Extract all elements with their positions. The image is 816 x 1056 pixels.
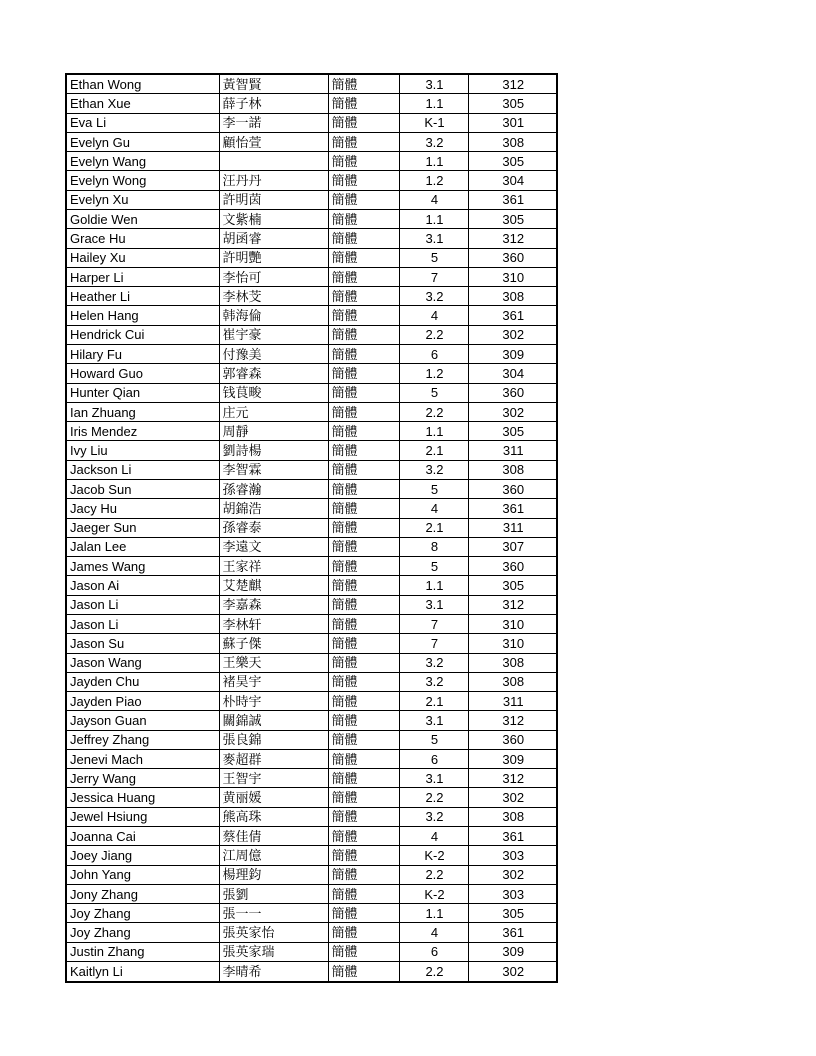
chinese-name-cell: 韩海倫 <box>219 306 328 325</box>
chinese-name-cell: 薛子林 <box>219 94 328 113</box>
english-name-cell: Kaitlyn Li <box>66 962 219 982</box>
script-type-cell: 簡體 <box>328 210 399 229</box>
table-row <box>66 962 557 982</box>
script-type-cell: 簡體 <box>328 113 399 132</box>
room-number-cell: 310 <box>468 267 557 286</box>
room-number-cell: 360 <box>468 248 557 267</box>
class-level-cell: 6 <box>399 942 468 961</box>
table-row <box>66 460 557 479</box>
class-level-cell: 4 <box>399 306 468 325</box>
class-level-cell: 4 <box>399 923 468 942</box>
english-name-cell: Jacy Hu <box>66 499 219 518</box>
table-row <box>66 769 557 788</box>
table-row <box>66 672 557 691</box>
english-name-cell: Hunter Qian <box>66 383 219 402</box>
chinese-name-cell: 周靜 <box>219 422 328 441</box>
room-number-cell: 303 <box>468 884 557 903</box>
room-number-cell: 360 <box>468 479 557 498</box>
english-name-cell: Jenevi Mach <box>66 749 219 768</box>
room-number-cell: 361 <box>468 923 557 942</box>
class-level-cell: 3.2 <box>399 287 468 306</box>
class-level-cell: 1.1 <box>399 576 468 595</box>
script-type-cell: 簡體 <box>328 730 399 749</box>
table-row <box>66 865 557 884</box>
class-level-cell: 3.2 <box>399 653 468 672</box>
class-level-cell: 6 <box>399 749 468 768</box>
room-number-cell: 311 <box>468 518 557 537</box>
table-row <box>66 74 557 94</box>
table-row <box>66 827 557 846</box>
room-number-cell: 311 <box>468 692 557 711</box>
room-number-cell: 302 <box>468 402 557 421</box>
english-name-cell: Joanna Cai <box>66 827 219 846</box>
table-row <box>66 576 557 595</box>
english-name-cell: Eva Li <box>66 113 219 132</box>
room-number-cell: 361 <box>468 306 557 325</box>
chinese-name-cell: 王家祥 <box>219 557 328 576</box>
chinese-name-cell: 關錦誠 <box>219 711 328 730</box>
english-name-cell: Jayden Chu <box>66 672 219 691</box>
room-number-cell: 309 <box>468 345 557 364</box>
class-level-cell: 3.1 <box>399 769 468 788</box>
script-type-cell: 簡體 <box>328 152 399 171</box>
chinese-name-cell: 孫睿瀚 <box>219 479 328 498</box>
script-type-cell: 簡體 <box>328 345 399 364</box>
class-level-cell: 2.1 <box>399 692 468 711</box>
class-level-cell: 7 <box>399 634 468 653</box>
room-number-cell: 302 <box>468 962 557 982</box>
room-number-cell: 308 <box>468 460 557 479</box>
script-type-cell: 簡體 <box>328 171 399 190</box>
script-type-cell: 簡體 <box>328 537 399 556</box>
script-type-cell: 簡體 <box>328 306 399 325</box>
room-number-cell: 312 <box>468 74 557 94</box>
room-number-cell: 305 <box>468 576 557 595</box>
table-row <box>66 807 557 826</box>
script-type-cell: 簡體 <box>328 190 399 209</box>
table-row <box>66 287 557 306</box>
room-number-cell: 308 <box>468 132 557 151</box>
class-level-cell: 3.1 <box>399 595 468 614</box>
english-name-cell: Jessica Huang <box>66 788 219 807</box>
table-row <box>66 788 557 807</box>
script-type-cell: 簡體 <box>328 904 399 923</box>
class-level-cell: 1.2 <box>399 364 468 383</box>
chinese-name-cell: 蔡佳倩 <box>219 827 328 846</box>
table-row <box>66 402 557 421</box>
class-level-cell: 3.2 <box>399 132 468 151</box>
script-type-cell: 簡體 <box>328 325 399 344</box>
chinese-name-cell: 胡函睿 <box>219 229 328 248</box>
script-type-cell: 簡體 <box>328 557 399 576</box>
script-type-cell: 簡體 <box>328 74 399 94</box>
chinese-name-cell: 郭睿森 <box>219 364 328 383</box>
script-type-cell: 簡體 <box>328 595 399 614</box>
class-level-cell: 3.1 <box>399 711 468 730</box>
english-name-cell: Evelyn Gu <box>66 132 219 151</box>
table-row <box>66 229 557 248</box>
class-level-cell: 4 <box>399 827 468 846</box>
script-type-cell: 簡體 <box>328 769 399 788</box>
chinese-name-cell: 王樂天 <box>219 653 328 672</box>
room-number-cell: 312 <box>468 595 557 614</box>
table-row <box>66 132 557 151</box>
chinese-name-cell: 孫睿泰 <box>219 518 328 537</box>
table-row <box>66 345 557 364</box>
room-number-cell: 361 <box>468 827 557 846</box>
chinese-name-cell: 胡錦浩 <box>219 499 328 518</box>
english-name-cell: Howard Guo <box>66 364 219 383</box>
table-row <box>66 692 557 711</box>
class-level-cell: 8 <box>399 537 468 556</box>
room-number-cell: 312 <box>468 229 557 248</box>
table-row <box>66 518 557 537</box>
english-name-cell: Jayden Piao <box>66 692 219 711</box>
table-row <box>66 730 557 749</box>
chinese-name-cell: 李嘉森 <box>219 595 328 614</box>
room-number-cell: 305 <box>468 152 557 171</box>
english-name-cell: Evelyn Wang <box>66 152 219 171</box>
english-name-cell: Jason Su <box>66 634 219 653</box>
english-name-cell: Jason Li <box>66 595 219 614</box>
script-type-cell: 簡體 <box>328 248 399 267</box>
script-type-cell: 簡體 <box>328 923 399 942</box>
class-level-cell: K-1 <box>399 113 468 132</box>
chinese-name-cell: 汪丹丹 <box>219 171 328 190</box>
script-type-cell: 簡體 <box>328 460 399 479</box>
room-number-cell: 361 <box>468 190 557 209</box>
english-name-cell: Ivy Liu <box>66 441 219 460</box>
chinese-name-cell: 钱茛畯 <box>219 383 328 402</box>
room-number-cell: 303 <box>468 846 557 865</box>
english-name-cell: Ian Zhuang <box>66 402 219 421</box>
chinese-name-cell: 李智霖 <box>219 460 328 479</box>
table-row <box>66 634 557 653</box>
english-name-cell: Jacob Sun <box>66 479 219 498</box>
chinese-name-cell <box>219 152 328 171</box>
class-level-cell: 2.1 <box>399 518 468 537</box>
class-level-cell: 2.2 <box>399 402 468 421</box>
script-type-cell: 簡體 <box>328 267 399 286</box>
class-level-cell: 1.1 <box>399 94 468 113</box>
table-row <box>66 904 557 923</box>
table-row <box>66 923 557 942</box>
class-level-cell: K-2 <box>399 884 468 903</box>
room-number-cell: 312 <box>468 711 557 730</box>
class-level-cell: 6 <box>399 345 468 364</box>
table-row <box>66 171 557 190</box>
table-row <box>66 595 557 614</box>
class-level-cell: 1.1 <box>399 152 468 171</box>
script-type-cell: 簡體 <box>328 634 399 653</box>
table-row <box>66 267 557 286</box>
room-number-cell: 304 <box>468 364 557 383</box>
script-type-cell: 簡體 <box>328 287 399 306</box>
english-name-cell: Jason Li <box>66 614 219 633</box>
chinese-name-cell: 李一諾 <box>219 113 328 132</box>
room-number-cell: 305 <box>468 94 557 113</box>
script-type-cell: 簡體 <box>328 383 399 402</box>
script-type-cell: 簡體 <box>328 518 399 537</box>
script-type-cell: 簡體 <box>328 807 399 826</box>
chinese-name-cell: 楊理鈞 <box>219 865 328 884</box>
english-name-cell: Jewel Hsiung <box>66 807 219 826</box>
chinese-name-cell: 庄元 <box>219 402 328 421</box>
chinese-name-cell: 艾楚麒 <box>219 576 328 595</box>
english-name-cell: Jalan Lee <box>66 537 219 556</box>
class-level-cell: 2.2 <box>399 962 468 982</box>
english-name-cell: Iris Mendez <box>66 422 219 441</box>
chinese-name-cell: 王智宇 <box>219 769 328 788</box>
chinese-name-cell: 劉詩楊 <box>219 441 328 460</box>
class-level-cell: 3.2 <box>399 460 468 479</box>
room-number-cell: 360 <box>468 730 557 749</box>
english-name-cell: Hendrick Cui <box>66 325 219 344</box>
english-name-cell: Jackson Li <box>66 460 219 479</box>
chinese-name-cell: 江周億 <box>219 846 328 865</box>
room-number-cell: 302 <box>468 325 557 344</box>
english-name-cell: Jaeger Sun <box>66 518 219 537</box>
english-name-cell: Harper Li <box>66 267 219 286</box>
student-roster-body <box>66 74 557 982</box>
room-number-cell: 302 <box>468 865 557 884</box>
script-type-cell: 簡體 <box>328 441 399 460</box>
table-row <box>66 113 557 132</box>
script-type-cell: 簡體 <box>328 402 399 421</box>
chinese-name-cell: 張劉 <box>219 884 328 903</box>
chinese-name-cell: 李遠文 <box>219 537 328 556</box>
english-name-cell: Jason Wang <box>66 653 219 672</box>
script-type-cell: 簡體 <box>328 827 399 846</box>
table-row <box>66 94 557 113</box>
table-row <box>66 306 557 325</box>
script-type-cell: 簡體 <box>328 672 399 691</box>
class-level-cell: 2.2 <box>399 865 468 884</box>
table-row <box>66 364 557 383</box>
room-number-cell: 304 <box>468 171 557 190</box>
chinese-name-cell: 褚昊宇 <box>219 672 328 691</box>
room-number-cell: 301 <box>468 113 557 132</box>
script-type-cell: 簡體 <box>328 499 399 518</box>
chinese-name-cell: 熊高珠 <box>219 807 328 826</box>
room-number-cell: 305 <box>468 904 557 923</box>
room-number-cell: 312 <box>468 769 557 788</box>
chinese-name-cell: 崔宇豪 <box>219 325 328 344</box>
english-name-cell: James Wang <box>66 557 219 576</box>
class-level-cell: 1.1 <box>399 210 468 229</box>
english-name-cell: Joey Jiang <box>66 846 219 865</box>
class-level-cell: 3.1 <box>399 229 468 248</box>
room-number-cell: 309 <box>468 942 557 961</box>
script-type-cell: 簡體 <box>328 962 399 982</box>
room-number-cell: 308 <box>468 653 557 672</box>
room-number-cell: 307 <box>468 537 557 556</box>
table-row <box>66 749 557 768</box>
script-type-cell: 簡體 <box>328 692 399 711</box>
script-type-cell: 簡體 <box>328 94 399 113</box>
class-level-cell: 2.2 <box>399 788 468 807</box>
script-type-cell: 簡體 <box>328 749 399 768</box>
class-level-cell: 3.2 <box>399 672 468 691</box>
script-type-cell: 簡體 <box>328 865 399 884</box>
chinese-name-cell: 許明艷 <box>219 248 328 267</box>
class-level-cell: 5 <box>399 248 468 267</box>
room-number-cell: 361 <box>468 499 557 518</box>
english-name-cell: Jerry Wang <box>66 769 219 788</box>
table-row <box>66 884 557 903</box>
script-type-cell: 簡體 <box>328 479 399 498</box>
chinese-name-cell: 付豫美 <box>219 345 328 364</box>
room-number-cell: 305 <box>468 210 557 229</box>
class-level-cell: 5 <box>399 730 468 749</box>
chinese-name-cell: 李林芠 <box>219 287 328 306</box>
room-number-cell: 308 <box>468 807 557 826</box>
english-name-cell: Jayson Guan <box>66 711 219 730</box>
script-type-cell: 簡體 <box>328 788 399 807</box>
room-number-cell: 310 <box>468 614 557 633</box>
table-row <box>66 479 557 498</box>
script-type-cell: 簡體 <box>328 884 399 903</box>
chinese-name-cell: 文紫楠 <box>219 210 328 229</box>
english-name-cell: Justin Zhang <box>66 942 219 961</box>
class-level-cell: 4 <box>399 190 468 209</box>
chinese-name-cell: 蘇子傑 <box>219 634 328 653</box>
class-level-cell: 1.1 <box>399 904 468 923</box>
english-name-cell: Jeffrey Zhang <box>66 730 219 749</box>
class-level-cell: 3.1 <box>399 74 468 94</box>
table-row <box>66 711 557 730</box>
english-name-cell: Ethan Xue <box>66 94 219 113</box>
english-name-cell: Hailey Xu <box>66 248 219 267</box>
chinese-name-cell: 顧怡萱 <box>219 132 328 151</box>
table-row <box>66 441 557 460</box>
english-name-cell: Ethan Wong <box>66 74 219 94</box>
chinese-name-cell: 張英家瑞 <box>219 942 328 961</box>
script-type-cell: 簡體 <box>328 132 399 151</box>
english-name-cell: Evelyn Wong <box>66 171 219 190</box>
class-level-cell: 3.2 <box>399 807 468 826</box>
table-row <box>66 248 557 267</box>
chinese-name-cell: 張英家怡 <box>219 923 328 942</box>
script-type-cell: 簡體 <box>328 576 399 595</box>
table-row <box>66 383 557 402</box>
class-level-cell: 5 <box>399 557 468 576</box>
english-name-cell: Jony Zhang <box>66 884 219 903</box>
english-name-cell: Jason Ai <box>66 576 219 595</box>
class-level-cell: 2.1 <box>399 441 468 460</box>
class-level-cell: 4 <box>399 499 468 518</box>
script-type-cell: 簡體 <box>328 614 399 633</box>
room-number-cell: 311 <box>468 441 557 460</box>
class-level-cell: 5 <box>399 479 468 498</box>
room-number-cell: 302 <box>468 788 557 807</box>
chinese-name-cell: 李晴希 <box>219 962 328 982</box>
table-row <box>66 499 557 518</box>
class-level-cell: 2.2 <box>399 325 468 344</box>
english-name-cell: Goldie Wen <box>66 210 219 229</box>
class-level-cell: 5 <box>399 383 468 402</box>
table-row <box>66 614 557 633</box>
table-row <box>66 210 557 229</box>
chinese-name-cell: 張一一 <box>219 904 328 923</box>
script-type-cell: 簡體 <box>328 364 399 383</box>
table-row <box>66 537 557 556</box>
class-level-cell: K-2 <box>399 846 468 865</box>
table-row <box>66 190 557 209</box>
table-row <box>66 846 557 865</box>
english-name-cell: John Yang <box>66 865 219 884</box>
table-row <box>66 152 557 171</box>
chinese-name-cell: 朴時宇 <box>219 692 328 711</box>
script-type-cell: 簡體 <box>328 422 399 441</box>
script-type-cell: 簡體 <box>328 653 399 672</box>
chinese-name-cell: 李林轩 <box>219 614 328 633</box>
chinese-name-cell: 張良錦 <box>219 730 328 749</box>
english-name-cell: Heather Li <box>66 287 219 306</box>
room-number-cell: 309 <box>468 749 557 768</box>
class-level-cell: 1.2 <box>399 171 468 190</box>
room-number-cell: 310 <box>468 634 557 653</box>
room-number-cell: 305 <box>468 422 557 441</box>
script-type-cell: 簡體 <box>328 229 399 248</box>
chinese-name-cell: 李怡可 <box>219 267 328 286</box>
chinese-name-cell: 黄丽媛 <box>219 788 328 807</box>
chinese-name-cell: 麥超群 <box>219 749 328 768</box>
room-number-cell: 308 <box>468 287 557 306</box>
class-level-cell: 7 <box>399 614 468 633</box>
english-name-cell: Evelyn Xu <box>66 190 219 209</box>
room-number-cell: 360 <box>468 383 557 402</box>
english-name-cell: Hilary Fu <box>66 345 219 364</box>
english-name-cell: Joy Zhang <box>66 923 219 942</box>
english-name-cell: Joy Zhang <box>66 904 219 923</box>
room-number-cell: 308 <box>468 672 557 691</box>
script-type-cell: 簡體 <box>328 942 399 961</box>
script-type-cell: 簡體 <box>328 711 399 730</box>
class-level-cell: 1.1 <box>399 422 468 441</box>
chinese-name-cell: 許明茵 <box>219 190 328 209</box>
table-row <box>66 325 557 344</box>
english-name-cell: Helen Hang <box>66 306 219 325</box>
chinese-name-cell: 黃智賢 <box>219 74 328 94</box>
table-row <box>66 653 557 672</box>
room-number-cell: 360 <box>468 557 557 576</box>
script-type-cell: 簡體 <box>328 846 399 865</box>
table-row <box>66 942 557 961</box>
english-name-cell: Grace Hu <box>66 229 219 248</box>
table-row <box>66 422 557 441</box>
table-row <box>66 557 557 576</box>
student-roster-table <box>65 73 558 983</box>
class-level-cell: 7 <box>399 267 468 286</box>
